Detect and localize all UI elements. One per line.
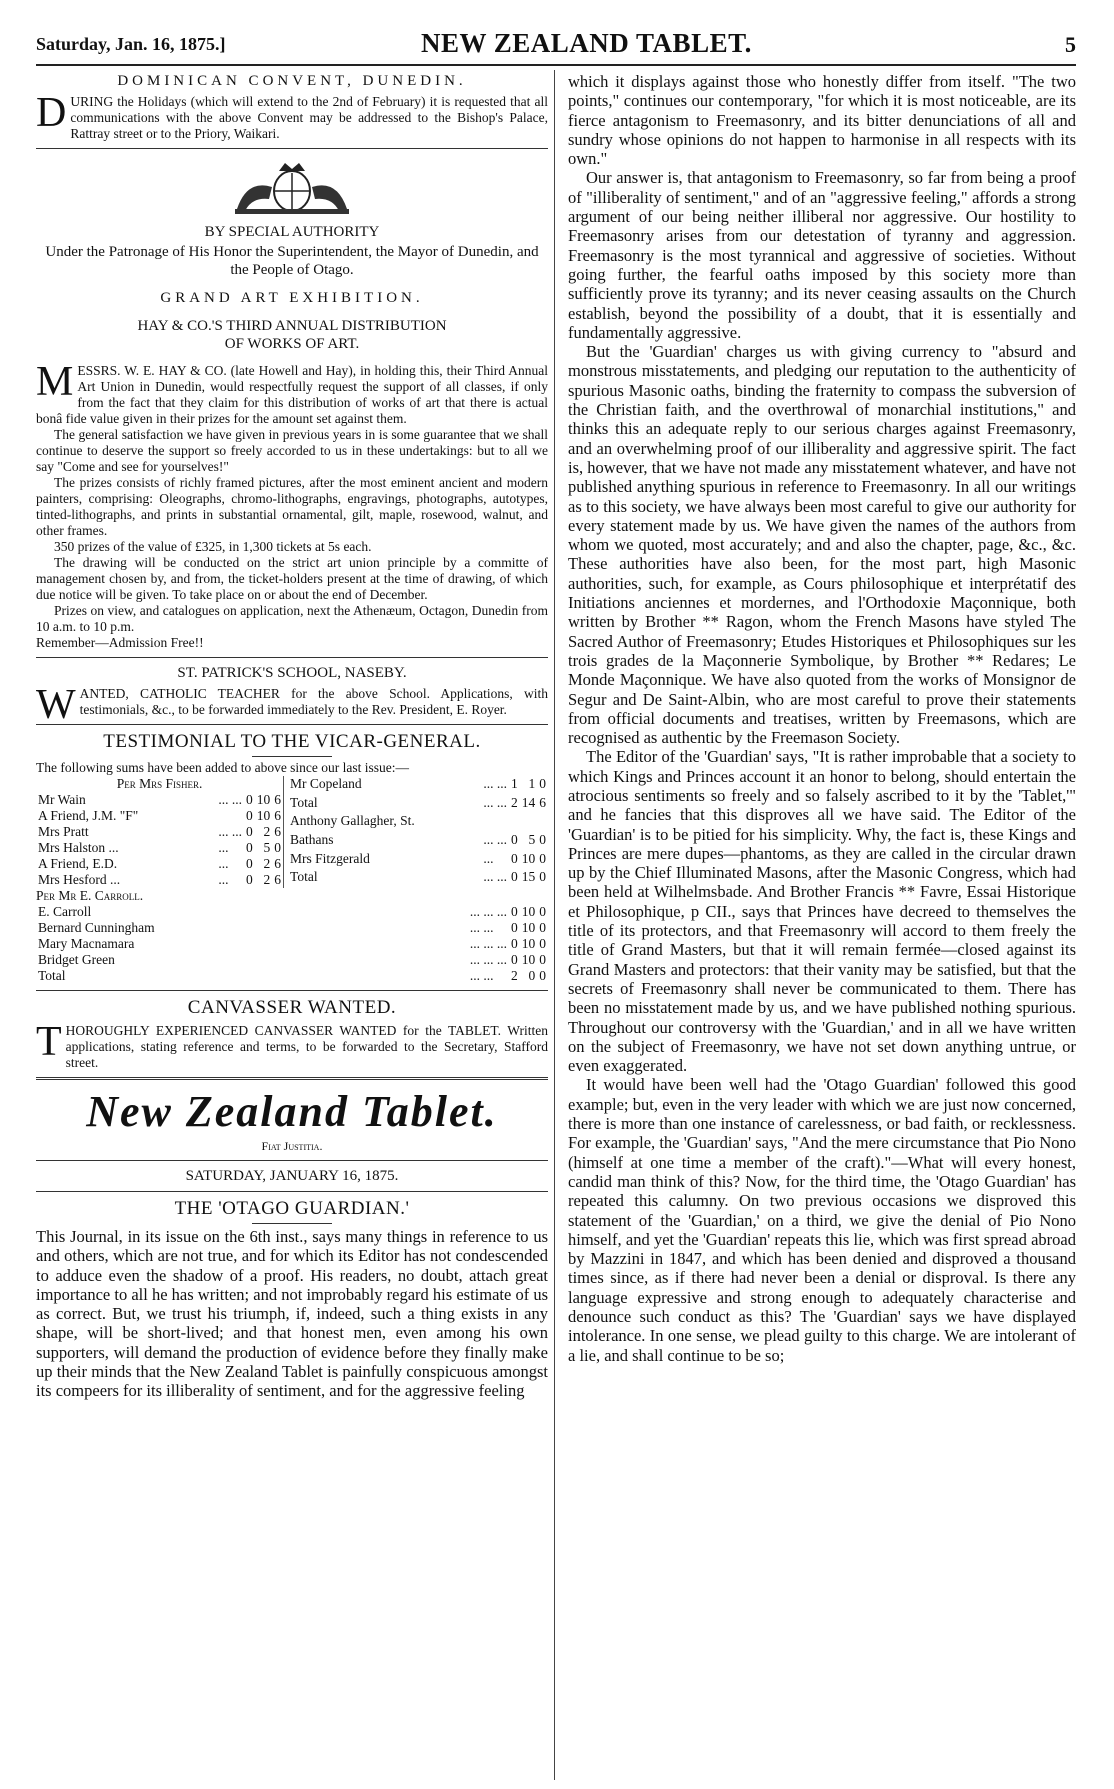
entry-name: A Friend, E.D. (38, 856, 118, 871)
editorial-paragraph-2: which it displays against those who honestly differ from itself. "The two points," continues our contemporary, "for which it is most noticeable, are its fierce antagonism to Freemasonry, and its bitter denunciations of all and sundry whose opinions do not happen to harmonise in all respects with its own." (568, 72, 1076, 169)
canvasser-body (36, 1019, 548, 1071)
leader-dots: ... ... (483, 794, 507, 810)
rule (36, 1077, 548, 1080)
pence: 0 (539, 776, 546, 791)
right-column (568, 72, 1076, 1782)
copeland-table (288, 776, 548, 888)
shillings: 15 (521, 869, 536, 885)
rule (36, 1191, 548, 1192)
carroll-row (36, 936, 548, 952)
pounds: 0 (246, 792, 253, 807)
drop-cap: M (36, 359, 74, 405)
canvasser-notice (36, 997, 548, 1071)
entry-name: A Friend, J.M. "F" (38, 808, 139, 823)
shillings: 14 (521, 794, 536, 810)
rule (36, 148, 548, 149)
pounds: 2 (511, 794, 518, 810)
dominican-title: DOMINICAN CONVENT, DUNEDIN. (117, 73, 467, 89)
shillings: 2 (263, 824, 271, 839)
dominican-text: URING the Holidays (which will extend to the 2nd of February) it is requested that all communications with the above Convent may be addressed to the Bishop's Palace, Rattray street or to the Priory, Waikari. (70, 94, 548, 141)
exhibition-title: GRAND ART EXHIBITION. (160, 290, 424, 306)
entry-name: Mr Copeland (290, 776, 362, 791)
copeland-row (288, 813, 548, 832)
copeland-row (288, 776, 548, 795)
testimonial-title: TESTIMONIAL TO THE VICAR-GENERAL. (103, 731, 481, 752)
leader-dots: ... ... ... (469, 904, 507, 919)
hay-p1-text: ESSRS. W. E. HAY & CO. (late Howell and Hay), in holding this, their Third Annual Art Union in Dunedin, would respectfully request the support of all classes, if only from the fact that they claim for this distribution of works of art that there is actual bonâ fide value given in their prizes for the amount set against them. (36, 363, 548, 426)
carroll-row (36, 920, 548, 936)
fisher-row (36, 840, 284, 856)
pounds: 0 (246, 808, 253, 823)
leader-dots: ... ... (483, 776, 507, 791)
fisher-heading: Per Mrs Fisher. (116, 776, 203, 791)
pounds (509, 813, 520, 832)
shillings: 10 (256, 808, 271, 823)
pounds: 0 (511, 869, 518, 885)
ornament-rule (252, 756, 332, 757)
hay-paragraph-5: The drawing will be conducted on the strict art union principle by a committe of management chosen by, and from, the ticket-holders present at the time of drawing, of which due notice will be given. To take place on or about the end of December. (36, 555, 548, 602)
shillings: 0 (528, 968, 536, 983)
shillings: 5 (263, 840, 271, 855)
pounds: 1 (511, 776, 518, 791)
carroll-row (36, 952, 548, 968)
testimonial-intro: The following sums have been added to above since our last issue:— (36, 760, 410, 775)
pounds: 0 (246, 856, 253, 871)
pence: 0 (539, 831, 546, 847)
patronage-line: Under the Patronage of His Honor the Superintendent, the Mayor of Dunedin, and the People of Otago. (45, 244, 539, 278)
dominican-notice (36, 72, 548, 142)
pounds: 0 (511, 952, 518, 967)
entry-name: Mr Wain (38, 792, 86, 807)
copeland-row (288, 832, 548, 851)
pounds: 2 (511, 968, 518, 983)
leader-dots: ... ... (218, 792, 243, 807)
hay-paragraph-3: The prizes consists of richly framed pictures, after the most eminent ancient and modern painters, comprising: Oleographs, chromo-lithographs, engravings, photographs, autotypes, tinted-lithographs, and prints in substantial ornamental, gilt, maple, rosewood, walnut, and other frames. (36, 475, 548, 538)
pounds: 0 (511, 920, 518, 935)
pence: 0 (539, 869, 546, 885)
shillings: 10 (521, 904, 536, 919)
left-column (36, 72, 548, 1782)
entry-name: Mrs Hesford ... (38, 872, 121, 887)
page-number: 5 (1065, 32, 1076, 57)
ornament-rule (252, 1223, 332, 1224)
fisher-row (36, 824, 284, 840)
editorial-paragraph-1: This Journal, in its issue on the 6th inst., says many things in reference to us and others, which are not true, and for which its Editor has not condescended to adduce even the shadow of a proof. His readers, no doubt, attach great importance to all he has written; and not improbably regard his estimate of us as correct. But, we trust his triumph, if, indeed, such a thing exists in any shape, will be short-lived; and that honest men, even among his own supporters, will demand the production of evidence before they finally make up their minds that the New Zealand Tablet is painfully conspicuous amongst its compeers for its illiberality of sentiment, and for the aggressive feeling (36, 1227, 548, 1401)
header-rule (36, 64, 1076, 66)
page-header (36, 28, 1076, 60)
leader-dots: ... ... (218, 824, 243, 839)
st-patricks-text: ANTED, CATHOLIC TEACHER for the above School. Applications, with testimonials, &c., to be forwarded immediately to the Rev. President, E. Royer. (79, 686, 548, 717)
editorial-paragraph-3: Our answer is, that antagonism to Freemasonry, so far from being a proof of "illiberality of sentiment," and of an "aggressive feeling," affords a strong argument of our being neither illiberal nor aggressive. Our hostility to Freemasonry arises from our detestation of tyranny and aggression. Freemasonry is the most tyrannical and aggressive of societies. Without going further, the fearful oaths imposed by this society more than sufficiently prove its tyranny; and its never ceasing assaults on the Church establish, beyond the possibility of a doubt, that it is essentially and fundamentally aggressive. (568, 168, 1076, 342)
shillings: 2 (263, 856, 271, 871)
pence: 0 (539, 850, 546, 866)
pounds: 0 (246, 840, 253, 855)
copeland-row (288, 869, 548, 888)
dominican-body (36, 90, 548, 142)
rule (36, 724, 548, 725)
entry-name: Total (38, 968, 66, 983)
leader-dots: ... (483, 850, 494, 866)
canvasser-text: HOROUGHLY EXPERIENCED CANVASSER WANTED for the TABLET. Written applications, stating reference and terms, to be forwarded to the Secretary, Stafford street. (65, 1023, 548, 1070)
leader-dots: ... ... (483, 831, 507, 847)
leader-dots: ... (218, 872, 229, 887)
editorial-paragraph-4: But the 'Guardian' charges us with giving currency to "absurd and monstrous misstatements, and pledging our reputation to the authenticity of spurious Masonic oaths, binding the fraternity to compass the subversion of the Christian faith, and the overthrowal of monarchial institutions," and thinks this an adequate reply to our serious charges against Freemasonry, and an overwhelming proof of our illiberality and aggressive spirit. The fact is, however, that we have not made any misstatement whatever, and have not published anything spurious in reference to Freemasonry. In all our writings as to this society, we have always been most careful to give our authority for every statement made by us. We have given the names of the authors from whom we quoted, most accurately; and and also the chapter, page, &c., &c. These authorities have also been, for the most part, high Masonic authorities, such, for example, as Cours philosophique et interprétatif des Initiations anciennes et mordernes, and l'Orthodoxie Maçonnique, both written by Brother ** Ragon, whom the French Masons have styled The Sacred Author of Freemasonry; Etudes Historiques et Philosophiques sur les trois grades de la Maçonnerie Symbolique, by Brother ** Redares; Le Monde Maçonnique. We have also quoted from the works of Monsignor de Segur and De Saint-Albin, who are most careful to prove their statements from official documents and treatises, written by Freemasons, which are recognised as authentic by the Freemason Society. (568, 342, 1076, 748)
column-divider (554, 70, 555, 1780)
distribution-line-1: HAY & CO.'S THIRD ANNUAL DISTRIBUTION (137, 318, 447, 334)
st-patricks-notice (36, 664, 548, 728)
pence: 6 (274, 792, 282, 807)
entry-name: Mary Macnamara (38, 936, 135, 951)
shillings: 2 (263, 872, 271, 887)
pounds: 0 (511, 831, 518, 847)
pounds: 0 (511, 904, 518, 919)
subscription-tables (36, 776, 548, 888)
masthead-date: SATURDAY, JANUARY 16, 1875. (185, 1168, 399, 1184)
entry-name: Bridget Green (38, 952, 115, 967)
leader-dots: ... ... ... (469, 936, 507, 951)
shillings: 10 (521, 850, 536, 866)
carroll-row (36, 968, 548, 984)
carroll-heading: Per Mr E. Carroll. (36, 888, 144, 903)
shillings: 10 (521, 920, 536, 935)
entry-name: Bathans (290, 831, 334, 847)
hay-paragraph-6: Prizes on view, and catalogues on application, next the Athenæum, Octagon, Dunedin from 10 a.m. to 10 p.m. (36, 603, 548, 634)
entry-name: Mrs Fitzgerald (290, 850, 370, 866)
leader-dots: ... ... (469, 968, 494, 983)
pence: 0 (274, 840, 282, 855)
fisher-table (36, 776, 284, 888)
pence: 6 (274, 808, 282, 823)
masthead-motto: Fiat Justitia. (261, 1139, 323, 1153)
art-exhibition-ad (36, 159, 548, 651)
carroll-row (36, 904, 548, 920)
pence: 6 (539, 794, 546, 810)
entry-name: Mrs Halston ... (38, 840, 119, 855)
rule (36, 657, 548, 658)
pounds: 0 (246, 872, 253, 887)
rule (36, 990, 548, 991)
special-authority: BY SPECIAL AUTHORITY (204, 224, 380, 240)
entry-name: Bernard Cunningham (38, 920, 155, 935)
pence: 0 (539, 968, 546, 983)
drop-cap: T (36, 1019, 62, 1065)
hay-paragraph-2: The general satisfaction we have given in previous years in is some guarantee that we shall continue to deserve the support so freely accorded to us in these undertakings: but to all we say "Come and see for yourselves!" (36, 427, 548, 474)
entry-name: E. Carroll (38, 904, 92, 919)
pence: 0 (539, 904, 546, 919)
shillings: 10 (521, 952, 536, 967)
pence: 6 (274, 872, 282, 887)
copeland-row (288, 795, 548, 814)
fisher-row (36, 872, 284, 888)
copeland-row (288, 851, 548, 870)
shillings: 10 (256, 792, 271, 807)
fisher-row (36, 856, 284, 872)
pence: 0 (539, 952, 546, 967)
masthead (36, 1086, 548, 1192)
issue-date: Saturday, Jan. 16, 1875.] (36, 34, 226, 54)
canvasser-title: CANVASSER WANTED. (187, 997, 397, 1018)
pounds: 0 (246, 824, 253, 839)
testimonial-section (36, 731, 548, 984)
hay-paragraph-7: Remember—Admission Free!! (36, 635, 204, 650)
leader-dots (216, 808, 244, 824)
editorial-paragraph-5: The Editor of the 'Guardian' says, "It is rather improbable that a society to which Kings and Princes account it an honor to belong, should entertain the atrocious sentiments so freely and so falsely ascribed to it by the 'Tablet,'" and he fancies that this disproves all we have said. The Editor of the 'Guardian' is to be pitied for his simplicity. Why, the fact is, these Kings and Princes are mere dupes—phantoms, as they are called in the circular drawn up by the Chief Illuminated Masons, after the Masonic Congress, which had been held at Wilhelmsbade. And Brother Francis ** Favre, Essai Historique et Philosophique, p CII., says that Princes have decreed to themselves the title of its protectors, and that Freemasonry will accord to them freely the title of Grand Masters, but that it will remain fermée—closed against its Grand Masters and protectors: that their vanity may be satisfied, but that the secrets of Freemasonry shall never be communicated to them. There has been no misstatement made by us, and we have published nothing spurious. Throughout our controversy with the 'Guardian,' and in all we have written on the subject of Freemasonry, we have not set down anything untrue, or even exaggerated. (568, 747, 1076, 1076)
shillings (520, 813, 538, 832)
pounds: 0 (511, 850, 518, 866)
pounds: 0 (511, 936, 518, 951)
shillings: 10 (521, 936, 536, 951)
editorial-title: THE 'OTAGO GUARDIAN.' (174, 1198, 410, 1219)
pence: 0 (539, 936, 546, 951)
pence: 6 (274, 856, 282, 871)
st-patricks-title: ST. PATRICK'S SCHOOL, NASEBY. (177, 665, 407, 681)
st-patricks-body (36, 682, 548, 728)
entry-name: Mrs Pratt (38, 824, 89, 839)
pence: 0 (539, 920, 546, 935)
editorial-start (36, 1198, 548, 1401)
rule (36, 1160, 548, 1161)
leader-dots: ... (218, 856, 229, 871)
shillings: 1 (528, 776, 536, 791)
leader-dots: ... ... (469, 920, 494, 935)
pence (537, 813, 548, 832)
hay-paragraph-1 (36, 359, 548, 427)
hay-paragraph-4: 350 prizes of the value of £325, in 1,300 tickets at 5s each. (54, 539, 372, 554)
entry-name: Anthony Gallagher, St. (290, 813, 415, 829)
drop-cap: W (36, 682, 76, 728)
shillings: 5 (528, 831, 536, 847)
leader-dots (481, 813, 509, 832)
fisher-row (36, 808, 284, 824)
entry-name: Total (290, 869, 318, 885)
leader-dots: ... ... ... (469, 952, 507, 967)
entry-name: Total (290, 794, 318, 810)
editorial-paragraph-6: It would have been well had the 'Otago Guardian' followed this good example; but, even in the very leader with which we are just now concerned, there is more than one instance of carelessness, or bad faith, or recklessness. For example, the 'Guardian' says, "And the mere circumstance that Pio Nono (himself at one time a member of the craft)."—What will every honest, candid man think of this? Now, for the third time, the 'Otago Guardian' has repeated this calumny. On two previous occasions we disproved this statement of the 'Guardian,' on a third, we give the denial of Pio Nono himself, and yet the 'Guardian' repeats this lie, which was first spread abroad by Mazzini in 1847, and which has been denied and disproved a thousand times since, as if there had never been a denial or disproval. Is there any language expressive and strong enough to adequately characterise and denounce such conduct as this? The 'Guardian' says we have displayed intolerance. In one sense, we plead guilty to this charge. We are intolerant of a lie, and shall continue to be so; (568, 1075, 1076, 1365)
pence: 6 (274, 824, 282, 839)
drop-cap: D (36, 90, 67, 136)
distribution-line-2: OF WORKS OF ART. (224, 336, 360, 352)
royal-crest-icon (217, 159, 367, 217)
carroll-table (36, 904, 548, 984)
leader-dots: ... ... (483, 869, 507, 885)
fisher-row (36, 792, 284, 808)
masthead-title: New Zealand Tablet. (86, 1087, 498, 1136)
leader-dots: ... (218, 840, 229, 855)
newspaper-title: NEW ZEALAND TABLET. (421, 28, 752, 58)
